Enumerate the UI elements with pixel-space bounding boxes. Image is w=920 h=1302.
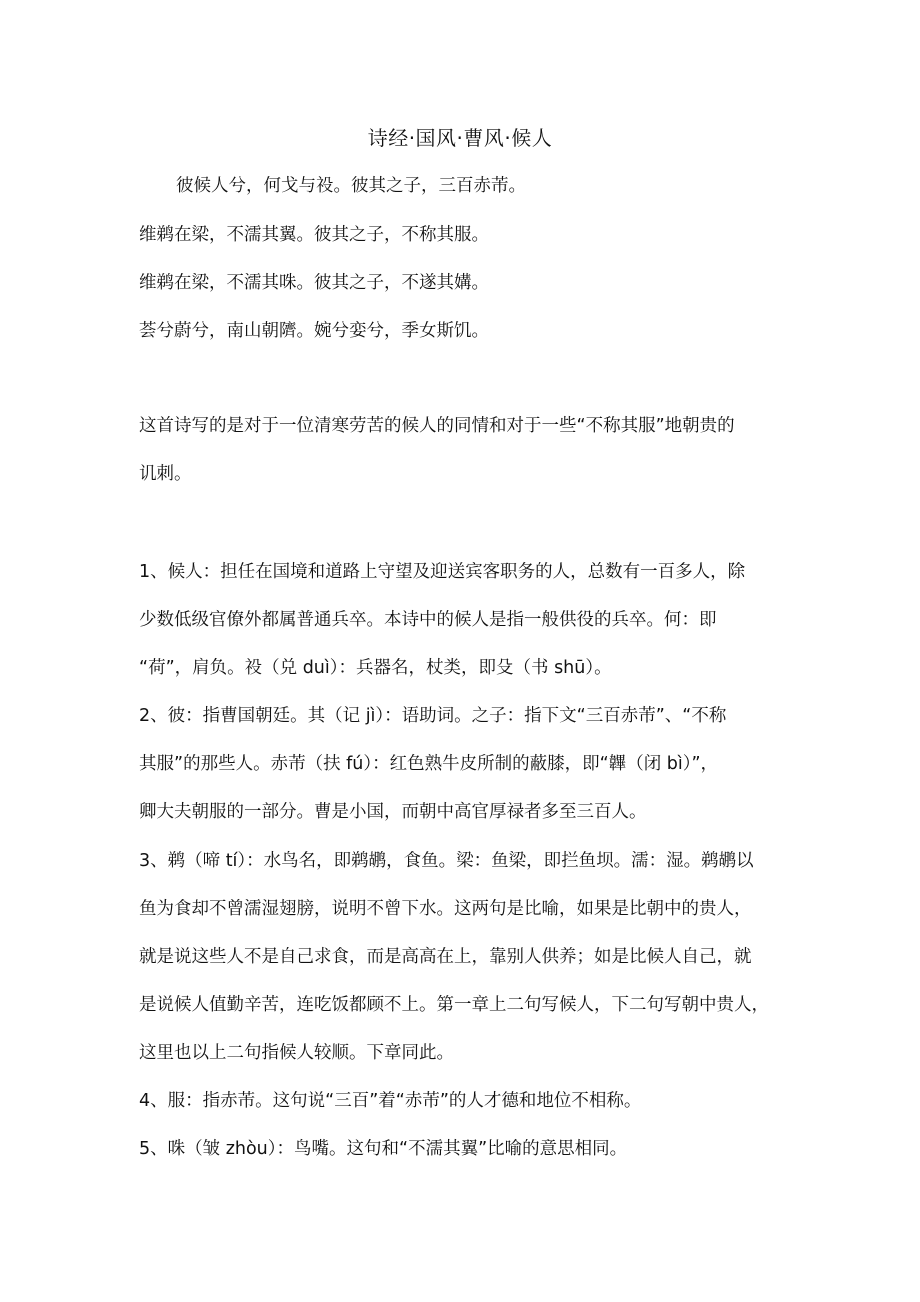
note-line-2: 少数低级官僚外都属普通兵卒。本诗中的候人是指一般供役的兵卒。何：即 bbox=[139, 610, 717, 630]
note-line-7: 3、鹈（啼 tí）：水鸟名，即鹈鹕，食鱼。梁：鱼梁，即拦鱼坝。濡：湿。鹈鹕以 bbox=[139, 851, 754, 871]
note-line-11: 这里也以上二句指候人较顺。下章同此。 bbox=[139, 1043, 454, 1063]
note-line-1: 1、候人：担任在国境和道路上守望及迎送宾客职务的人，总数有一百多人，除 bbox=[139, 562, 746, 582]
summary-line-2: 讥刺。 bbox=[139, 464, 192, 484]
poem-line-2: 维鹈在梁，不濡其翼。彼其之子，不称其服。 bbox=[139, 225, 489, 245]
note-line-6: 卿大夫朝服的一部分。曹是小国，而朝中高官厚禄者多至三百人。 bbox=[139, 802, 647, 822]
note-line-13: 5、咮（皱 zhòu）：鸟嘴。这句和“不濡其翼”比喻的意思相同。 bbox=[139, 1139, 628, 1159]
note-line-9: 就是说这些人不是自己求食，而是高高在上，靠别人供养；如是比候人自己，就 bbox=[139, 947, 752, 967]
poem-line-1: 彼候人兮，何戈与祋。彼其之子，三百赤芾。 bbox=[176, 176, 526, 196]
note-line-8: 鱼为食却不曾濡湿翅膀，说明不曾下水。这两句是比喻，如果是比朝中的贵人， bbox=[139, 899, 752, 919]
page-title: 诗经·国风·曹风·候人 bbox=[367, 126, 553, 150]
note-line-4: 2、彼：指曹国朝廷。其（记 jì）：语助词。之子：指下文“三百赤芾”、“不称 bbox=[139, 706, 727, 726]
note-line-5: 其服”的那些人。赤芾（扶 fú）：红色熟牛皮所制的蔽膝，即“韠（闭 bì）”， bbox=[139, 754, 719, 774]
note-line-12: 4、服：指赤芾。这句说“三百”着“赤芾”的人才德和地位不相称。 bbox=[139, 1091, 642, 1111]
poem-line-4: 荟兮蔚兮，南山朝隮。婉兮娈兮，季女斯饥。 bbox=[139, 321, 489, 341]
poem-line-3: 维鹈在梁，不濡其咮。彼其之子，不遂其媾。 bbox=[139, 273, 489, 293]
note-line-10: 是说候人值勤辛苦，连吃饭都顾不上。第一章上二句写候人，下二句写朝中贵人， bbox=[139, 995, 769, 1015]
summary-line-1: 这首诗写的是对于一位清寒劳苦的候人的同情和对于一些“不称其服”地朝贵的 bbox=[139, 416, 735, 436]
note-line-3: “荷”，肩负。祋（兑 duì）：兵器名，杖类，即殳（书 shū）。 bbox=[139, 658, 612, 678]
